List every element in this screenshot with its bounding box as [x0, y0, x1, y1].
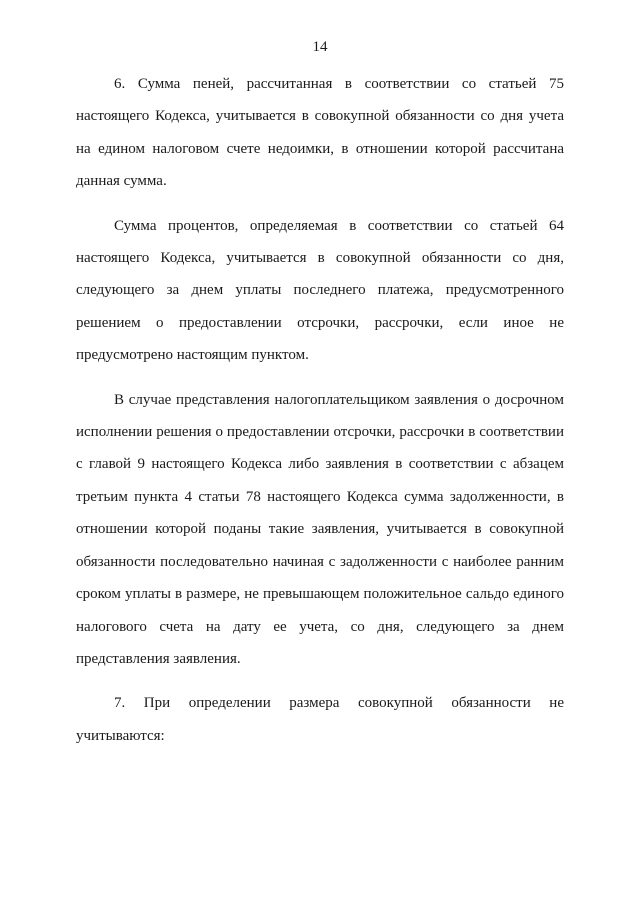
paragraph-interest: Сумма процентов, определяемая в соответствии со статьей 64 настоящего Кодекса, учитывается в совокупной обязанности со дня, следующего за днем уплаты последнего платежа, предусмотренного решением о предоставлении отсрочки, рассрочки, если иное не предусмотрено настоящим пунктом.: [76, 217, 564, 364]
page-number: 14: [312, 39, 328, 55]
paragraph-6-penalties: 6. Сумма пеней, рассчитанная в соответствии со статьей 75 настоящего Кодекса, учитывается в совокупной обязанности со дня учета на едином налоговом счете недоимки, в отношении которой рассчитана данная сумма.: [76, 76, 564, 190]
paragraph-7-exclusions: 7. При определении размера совокупной обязанности не учитываются:: [76, 695, 564, 744]
paragraph-early-repayment: В случае представления налогоплательщиком заявления о досрочном исполнении решения о предоставлении отсрочки, рассрочки в соответствии с главой 9 настоящего Кодекса либо заявления в соответствии с абзацем третьим пункта 4 статьи 78 настоящего Кодекса сумма задолженности, в отношении которой поданы такие заявления, учитывается в совокупной обязанности последовательно начиная с задолженности с наиболее ранним сроком уплаты в размере, не превышающем положительное сальдо единого налогового счета на дату ее учета, со дня, следующего за днем представления заявления.: [76, 391, 564, 667]
document-body: [76, 68, 564, 764]
